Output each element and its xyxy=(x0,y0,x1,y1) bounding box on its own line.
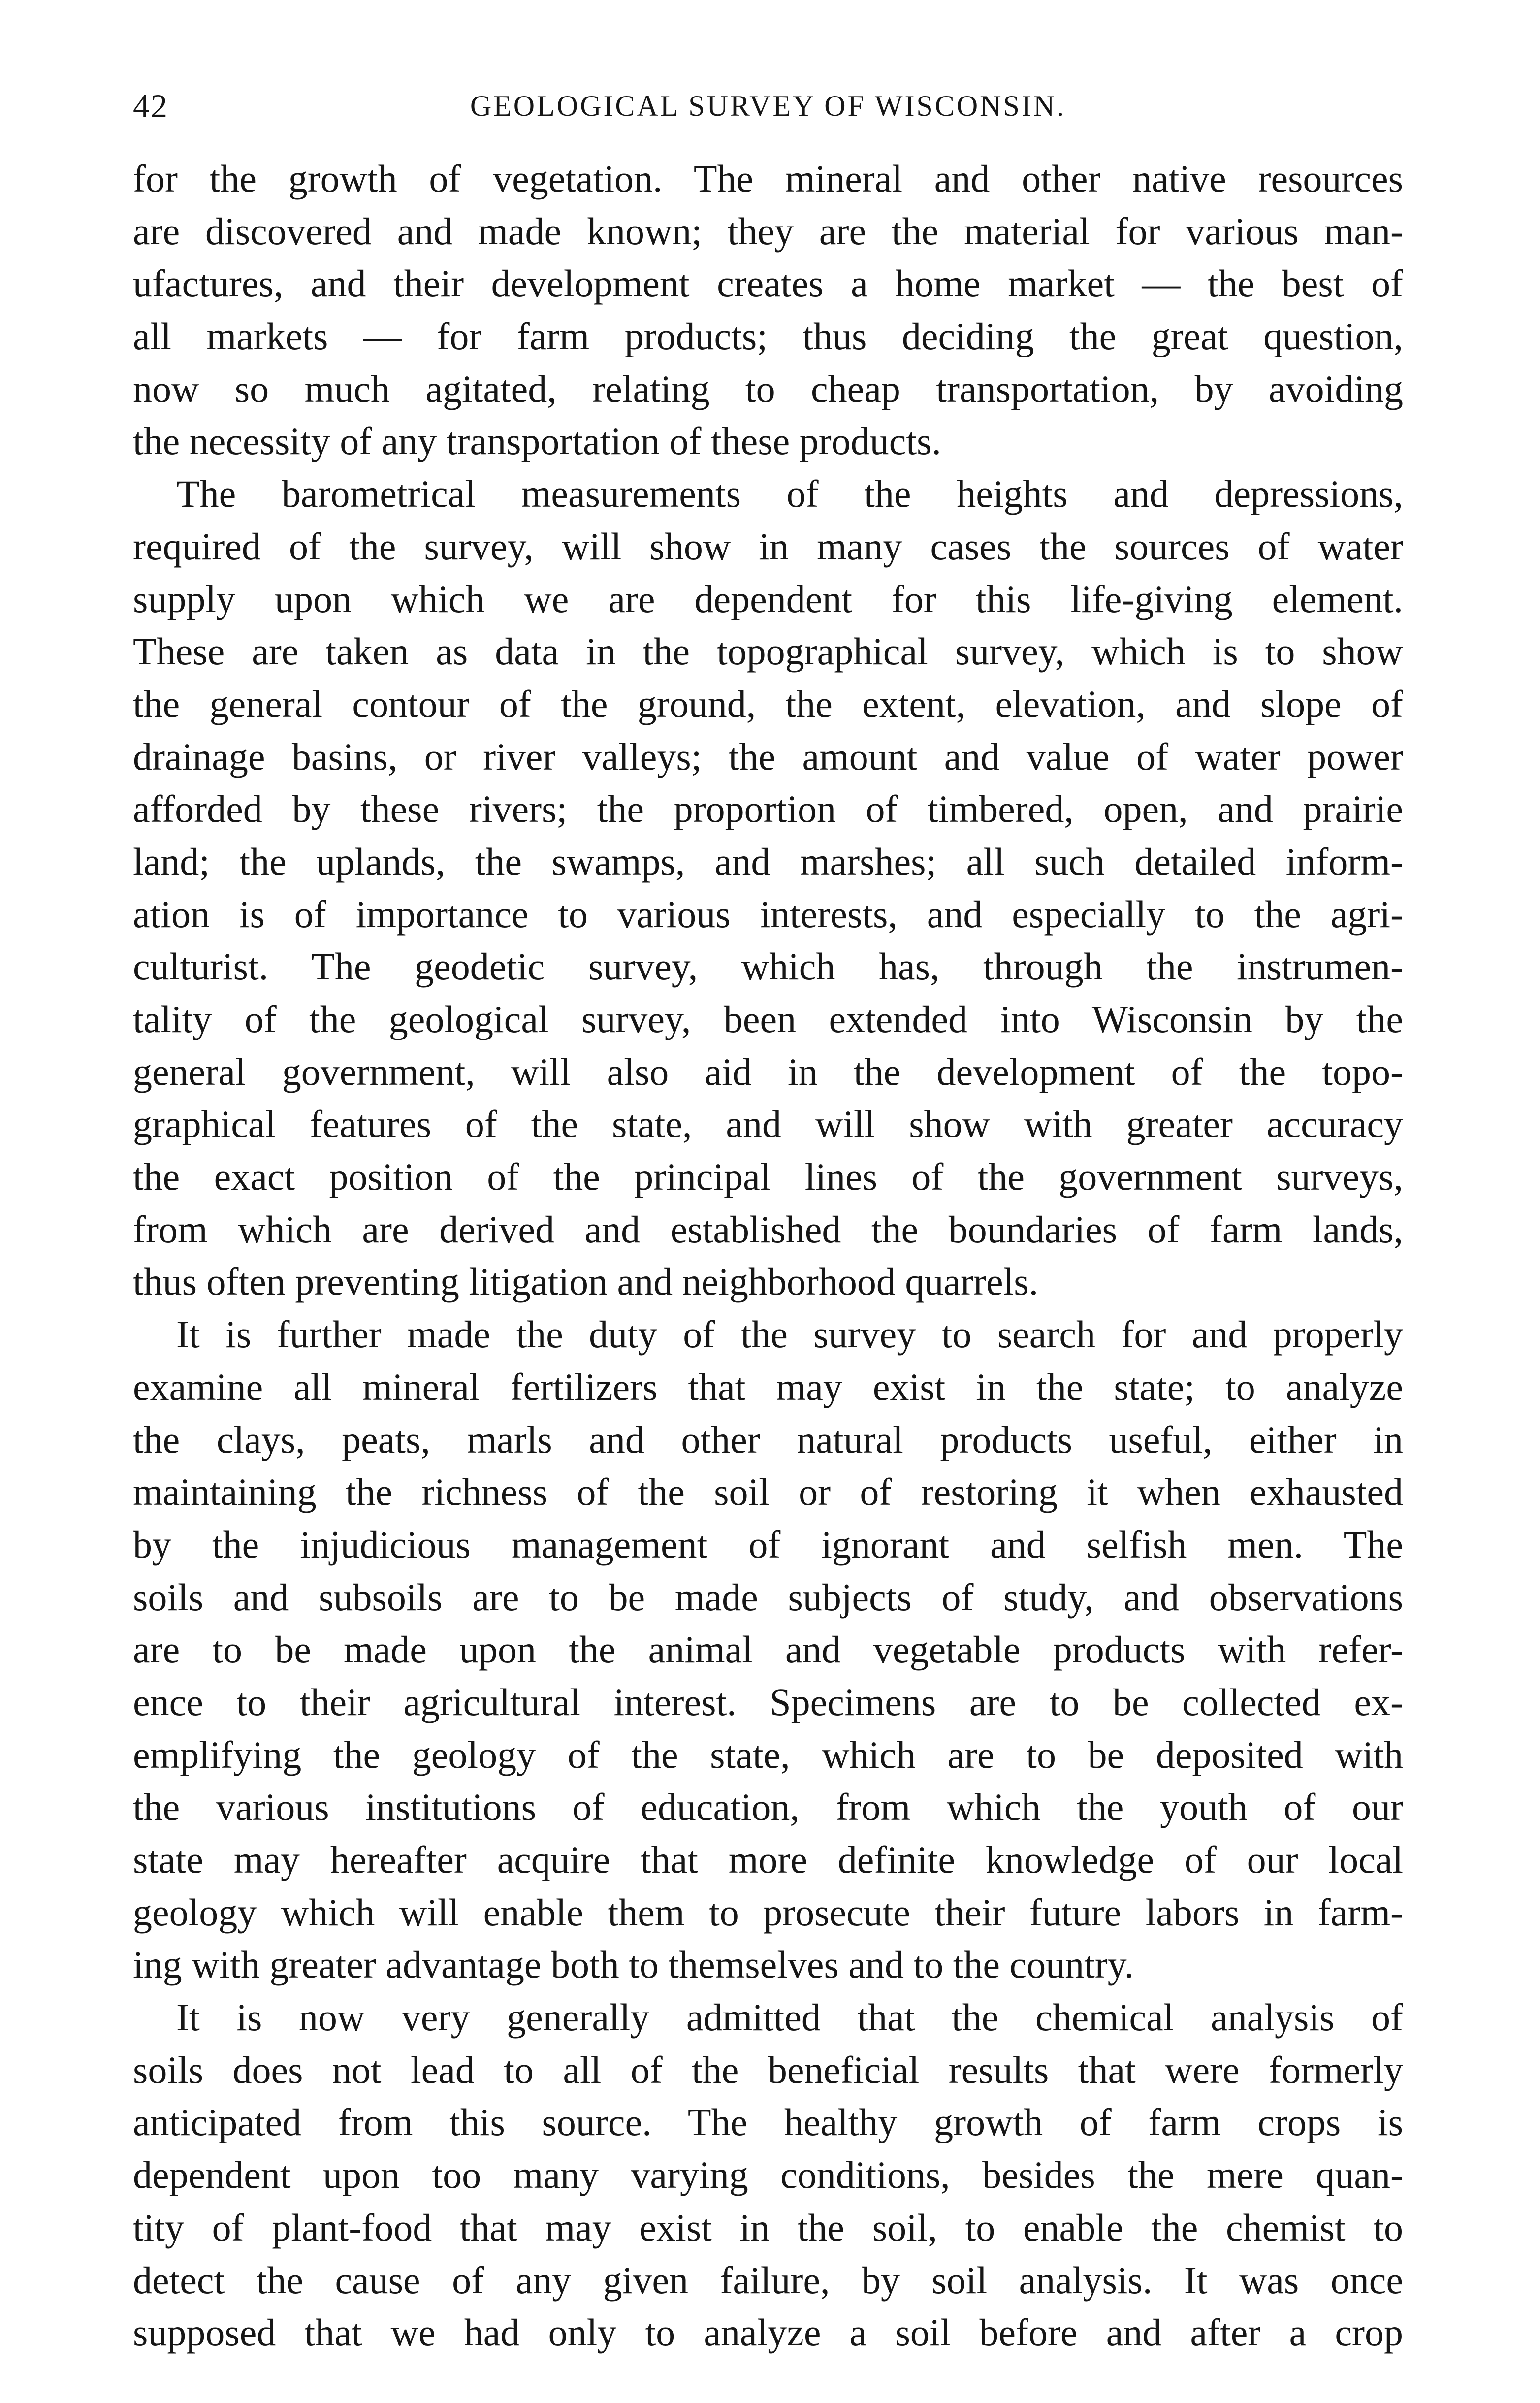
text-line: thus often preventing litigation and neighborhood quarrels. xyxy=(133,1260,1039,1303)
text-line: all markets — for farm products; thus deciding the great question, xyxy=(133,315,1403,358)
text-line: anticipated from this source. The healthy growth of farm crops is xyxy=(133,2101,1403,2144)
text-line: tality of the geological survey, been extended into Wisconsin by the xyxy=(133,998,1403,1040)
text-line: examine all mineral fertilizers that may exist in the state; to analyze xyxy=(133,1365,1403,1408)
text-line: drainage basins, or river valleys; the amount and value of water power xyxy=(133,735,1403,778)
text-line: culturist. The geodetic survey, which has, through the instrumen- xyxy=(133,945,1403,988)
page-number: 42 xyxy=(133,87,168,125)
text-line: ation is of importance to various interests, and especially to the agri- xyxy=(133,892,1403,936)
text-line: from which are derived and established the boundaries of farm lands, xyxy=(133,1207,1403,1251)
text-line: These are taken as data in the topographical survey, which is to show xyxy=(133,630,1403,673)
text-line: ufactures, and their development creates a home market — the best of xyxy=(133,262,1403,305)
text-line: the necessity of any transportation of these products. xyxy=(133,420,941,463)
text-line: the various institutions of education, from which the youth of our xyxy=(133,1786,1403,1829)
text-line: soils does not lead to all of the beneficial results that were formerly xyxy=(133,2048,1403,2091)
text-line: required of the survey, will show in many cases the sources of water xyxy=(133,524,1403,568)
text-line: ence to their agricultural interest. Specimens are to be collected ex- xyxy=(133,1680,1403,1723)
text-line: land; the uplands, the swamps, and marshes; all such detailed inform- xyxy=(133,840,1403,883)
text-line: are discovered and made known; they are the material for various man- xyxy=(133,209,1403,253)
text-line: emplifying the geology of the state, which are to be deposited with xyxy=(133,1733,1403,1776)
text-line: the general contour of the ground, the extent, elevation, and slope of xyxy=(133,682,1403,725)
text-line: maintaining the richness of the soil or of restoring it when exhausted xyxy=(133,1470,1403,1514)
paragraph-first-line: The barometrical measurements of the heights and depressions, xyxy=(176,472,1403,516)
text-line: graphical features of the state, and will show with greater accuracy xyxy=(133,1103,1403,1146)
text-line: general government, will also aid in the development of the topo- xyxy=(133,1050,1403,1093)
body-text xyxy=(133,153,1403,2359)
text-line: supposed that we had only to analyze a soil before and after a crop xyxy=(133,2311,1403,2354)
paragraph-first-line: It is further made the duty of the survey to search for and properly xyxy=(176,1313,1403,1356)
text-line: are to be made upon the animal and vegetable products with refer- xyxy=(133,1628,1403,1671)
text-line: supply upon which we are dependent for this life-giving element. xyxy=(133,577,1403,620)
text-line: ing with greater advantage both to themselves and to the country. xyxy=(133,1943,1134,1986)
text-line: dependent upon too many varying conditions, besides the mere quan- xyxy=(133,2153,1403,2197)
text-line: for the growth of vegetation. The mineral and other native resources xyxy=(133,157,1403,200)
paragraph-first-line: It is now very generally admitted that the chemical analysis of xyxy=(176,1996,1403,2039)
running-title: GEOLOGICAL SURVEY OF WISCONSIN. xyxy=(470,90,1066,122)
text-line: soils and subsoils are to be made subjects of study, and observations xyxy=(133,1575,1403,1619)
text-line: state may hereafter acquire that more definite knowledge of our local xyxy=(133,1838,1403,1881)
text-line: by the injudicious management of ignorant and selfish men. The xyxy=(133,1523,1403,1566)
text-line: the exact position of the principal lines of the government surveys, xyxy=(133,1155,1403,1199)
page-header xyxy=(133,79,1403,133)
text-line: tity of plant-food that may exist in the soil, to enable the chemist to xyxy=(133,2206,1403,2249)
text-line: detect the cause of any given failure, by soil analysis. It was once xyxy=(133,2258,1403,2302)
text-line: geology which will enable them to prosecute their future labors in farm- xyxy=(133,1890,1403,1934)
text-line: afforded by these rivers; the proportion of timbered, open, and prairie xyxy=(133,787,1403,831)
text-line: now so much agitated, relating to cheap transportation, by avoiding xyxy=(133,367,1403,410)
text-line: the clays, peats, marls and other natural products useful, either in xyxy=(133,1418,1403,1461)
